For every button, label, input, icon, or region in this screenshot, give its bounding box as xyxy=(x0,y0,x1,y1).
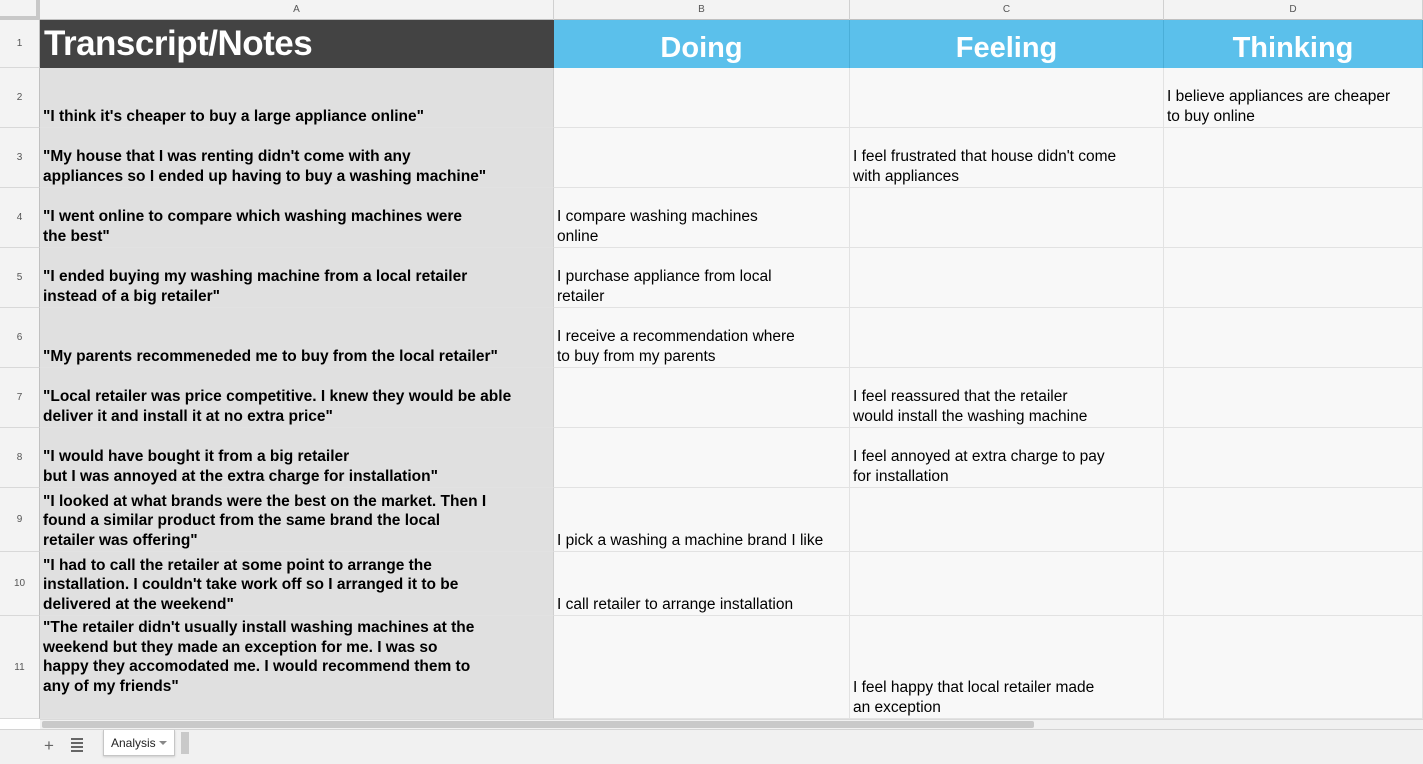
transcript-cell[interactable]: "I would have bought it from a big retailer but I was annoyed at the extra charge for installation" xyxy=(40,428,554,488)
row-number[interactable]: 11 xyxy=(0,616,40,719)
thinking-cell[interactable] xyxy=(1164,248,1423,308)
transcript-cell[interactable]: "My house that I was renting didn't come with any appliances so I ended up having to buy a washing machine" xyxy=(40,128,554,188)
row-number[interactable]: 5 xyxy=(0,248,40,308)
feeling-cell[interactable] xyxy=(850,308,1164,368)
row-number[interactable]: 2 xyxy=(0,68,40,128)
thinking-cell[interactable] xyxy=(1164,308,1423,368)
transcript-cell[interactable]: "I went online to compare which washing machines were the best" xyxy=(40,188,554,248)
scrollbar-thumb[interactable] xyxy=(42,721,1034,728)
column-header-d[interactable]: D xyxy=(1164,0,1423,20)
row-number[interactable]: 4 xyxy=(0,188,40,248)
horizontal-scrollbar[interactable] xyxy=(40,719,1423,729)
thinking-cell[interactable] xyxy=(1164,616,1423,719)
all-sheets-menu-icon[interactable] xyxy=(68,738,86,754)
feeling-cell[interactable] xyxy=(850,68,1164,128)
row-number[interactable]: 6 xyxy=(0,308,40,368)
feeling-cell[interactable] xyxy=(850,188,1164,248)
doing-cell[interactable] xyxy=(554,128,850,188)
feeling-cell[interactable] xyxy=(850,248,1164,308)
row-number[interactable]: 8 xyxy=(0,428,40,488)
column-header-a[interactable]: A xyxy=(40,0,554,20)
doing-cell[interactable]: I receive a recommendation where to buy from my parents xyxy=(554,308,850,368)
transcript-cell[interactable]: "I think it's cheaper to buy a large appliance online" xyxy=(40,68,554,128)
feeling-cell[interactable]: I feel frustrated that house didn't come with appliances xyxy=(850,128,1164,188)
column-header-b[interactable]: B xyxy=(554,0,850,20)
row-number[interactable]: 10 xyxy=(0,552,40,616)
thinking-cell[interactable]: I believe appliances are cheaper to buy online xyxy=(1164,68,1423,128)
feeling-cell[interactable] xyxy=(850,552,1164,616)
sheet-tab-bar xyxy=(0,729,1423,764)
doing-cell[interactable] xyxy=(554,68,850,128)
column-header-c[interactable]: C xyxy=(850,0,1164,20)
thinking-cell[interactable] xyxy=(1164,368,1423,428)
doing-cell[interactable] xyxy=(554,616,850,719)
header-cell-doing[interactable]: Doing xyxy=(554,20,850,68)
tab-scroll-handle[interactable] xyxy=(181,732,189,754)
chevron-down-icon[interactable] xyxy=(159,741,167,745)
row-number[interactable]: 3 xyxy=(0,128,40,188)
select-all-corner[interactable] xyxy=(0,0,40,20)
row-number[interactable]: 1 xyxy=(0,20,40,68)
header-cell-thinking[interactable]: Thinking xyxy=(1164,20,1423,68)
transcript-cell[interactable]: "The retailer didn't usually install washing machines at the weekend but they made an exception for me. I was so happy they accomodated me. I would recommend them to any of my friends" xyxy=(40,616,554,719)
column-header-strip xyxy=(0,0,1423,20)
thinking-cell[interactable] xyxy=(1164,188,1423,248)
header-cell-transcript[interactable]: Transcript/Notes xyxy=(40,20,554,68)
doing-cell[interactable]: I pick a washing a machine brand I like xyxy=(554,488,850,552)
transcript-cell[interactable]: "I had to call the retailer at some point to arrange the installation. I couldn't take work off so I arranged it to be delivered at the weekend" xyxy=(40,552,554,616)
sheet-tab-analysis[interactable] xyxy=(103,730,175,756)
row-number[interactable]: 9 xyxy=(0,488,40,552)
sheet-tab-label: Analysis xyxy=(111,735,156,750)
add-sheet-button[interactable]: + xyxy=(44,736,54,755)
transcript-cell[interactable]: "Local retailer was price competitive. I knew they would be able deliver it and install it at no extra price" xyxy=(40,368,554,428)
feeling-cell[interactable]: I feel annoyed at extra charge to pay for installation xyxy=(850,428,1164,488)
feeling-cell[interactable]: I feel reassured that the retailer would install the washing machine xyxy=(850,368,1164,428)
thinking-cell[interactable] xyxy=(1164,488,1423,552)
feeling-cell[interactable]: I feel happy that local retailer made an exception xyxy=(850,616,1164,719)
doing-cell[interactable]: I call retailer to arrange installation xyxy=(554,552,850,616)
doing-cell[interactable] xyxy=(554,368,850,428)
thinking-cell[interactable] xyxy=(1164,428,1423,488)
header-cell-feeling[interactable]: Feeling xyxy=(850,20,1164,68)
thinking-cell[interactable] xyxy=(1164,128,1423,188)
doing-cell[interactable]: I compare washing machines online xyxy=(554,188,850,248)
transcript-cell[interactable]: "My parents recommeneded me to buy from the local retailer" xyxy=(40,308,554,368)
feeling-cell[interactable] xyxy=(850,488,1164,552)
transcript-cell[interactable]: "I ended buying my washing machine from a local retailer instead of a big retailer" xyxy=(40,248,554,308)
transcript-cell[interactable]: "I looked at what brands were the best on the market. Then I found a similar product from the same brand the local retailer was offering" xyxy=(40,488,554,552)
doing-cell[interactable]: I purchase appliance from local retailer xyxy=(554,248,850,308)
doing-cell[interactable] xyxy=(554,428,850,488)
thinking-cell[interactable] xyxy=(1164,552,1423,616)
row-number[interactable]: 7 xyxy=(0,368,40,428)
